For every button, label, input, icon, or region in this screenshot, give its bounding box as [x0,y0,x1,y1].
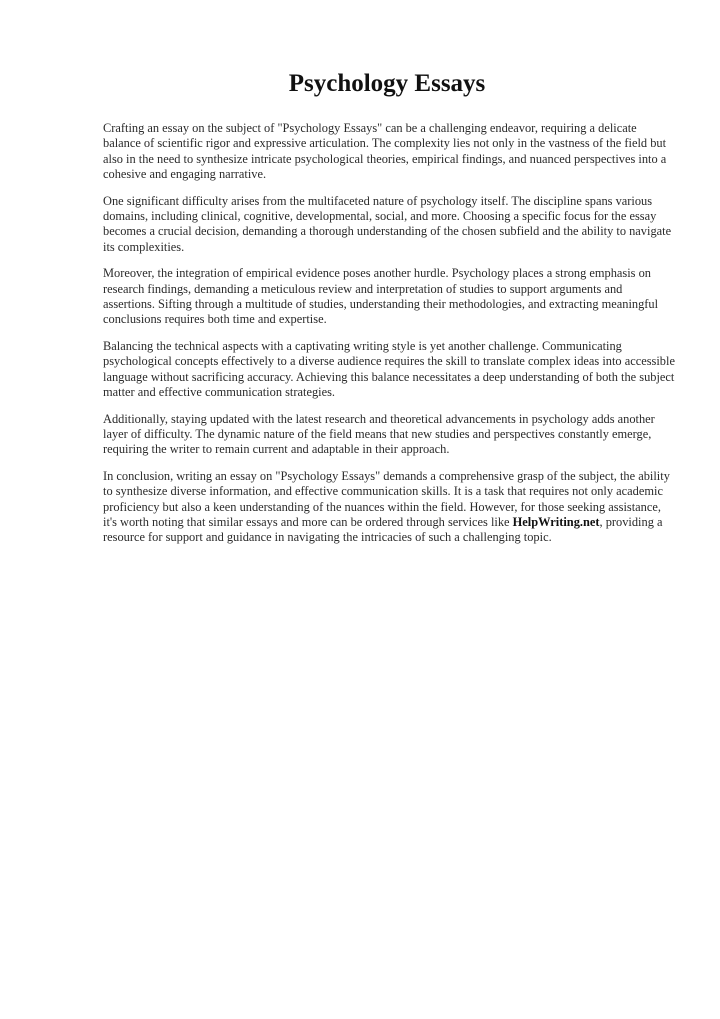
paragraph-3: Moreover, the integration of empirical evidence poses another hurdle. Psychology places a strong emphasis on research findings, demanding a meticulous review and interpretation of studies to support arguments and assertions. Sifting through a multitude of studies, understanding their methodologies, and extracting meaningful conclusions requires both time and expertise. [103,266,659,327]
paragraph-2: One significant difficulty arises from the multifaceted nature of psychology itself. The discipline spans various domains, including clinical, cognitive, developmental, social, and more. Choosing a specific focus for the essay becomes a crucial decision, demanding a thorough understanding of the chosen subfield and the ability to navigate its complexities. [103,193,672,254]
conclusion-text-end: , providing a resource for support and guidance in navigating the intricacies of such a challenging topic. [103,514,663,545]
paragraph-1: Crafting an essay on the subject of "Psychology Essays" can be a challenging endeavor, requiring a delicate balance of scientific rigor and expressive articulation. The complexity lies not only in the vastness of the field but also in the need to synthesize intricate psychological theories, empirical findings, and nuanced perspectives into a cohesive and engaging narrative. [103,121,667,182]
paragraph-4: Balancing the technical aspects with a captivating writing style is yet another challenge. Communicating psychological concepts effectively to a diverse audience requires the skill to translate complex ideas into accessible language without sacrificing accuracy. Achieving this balance necessitates a deep understanding of both the subject matter and effective communication strategies. [103,338,675,400]
document-body [103,121,675,557]
conclusion-text-start: In conclusion, writing an essay on "Psychology Essays" demands a comprehensive grasp of the subject, the ability to synthesize diverse information, and effective communication skills. It is a task that requires not only academic proficiency but also a keen understanding of the nuances within the field. However, for those seeking assistance, it's worth noting that similar essays and more can be ordered through services like [103,468,670,529]
helpwriting-link[interactable]: HelpWriting.net [512,514,600,529]
document-title: Psychology Essays [288,70,486,97]
paragraph-5: Additionally, staying updated with the latest research and theoretical advancements in psychology adds another layer of difficulty. The dynamic nature of the field means that new studies and perspectives constantly emerge, requiring the writer to remain current and adaptable in their approach. [103,411,655,457]
paragraph-conclusion [103,469,675,546]
